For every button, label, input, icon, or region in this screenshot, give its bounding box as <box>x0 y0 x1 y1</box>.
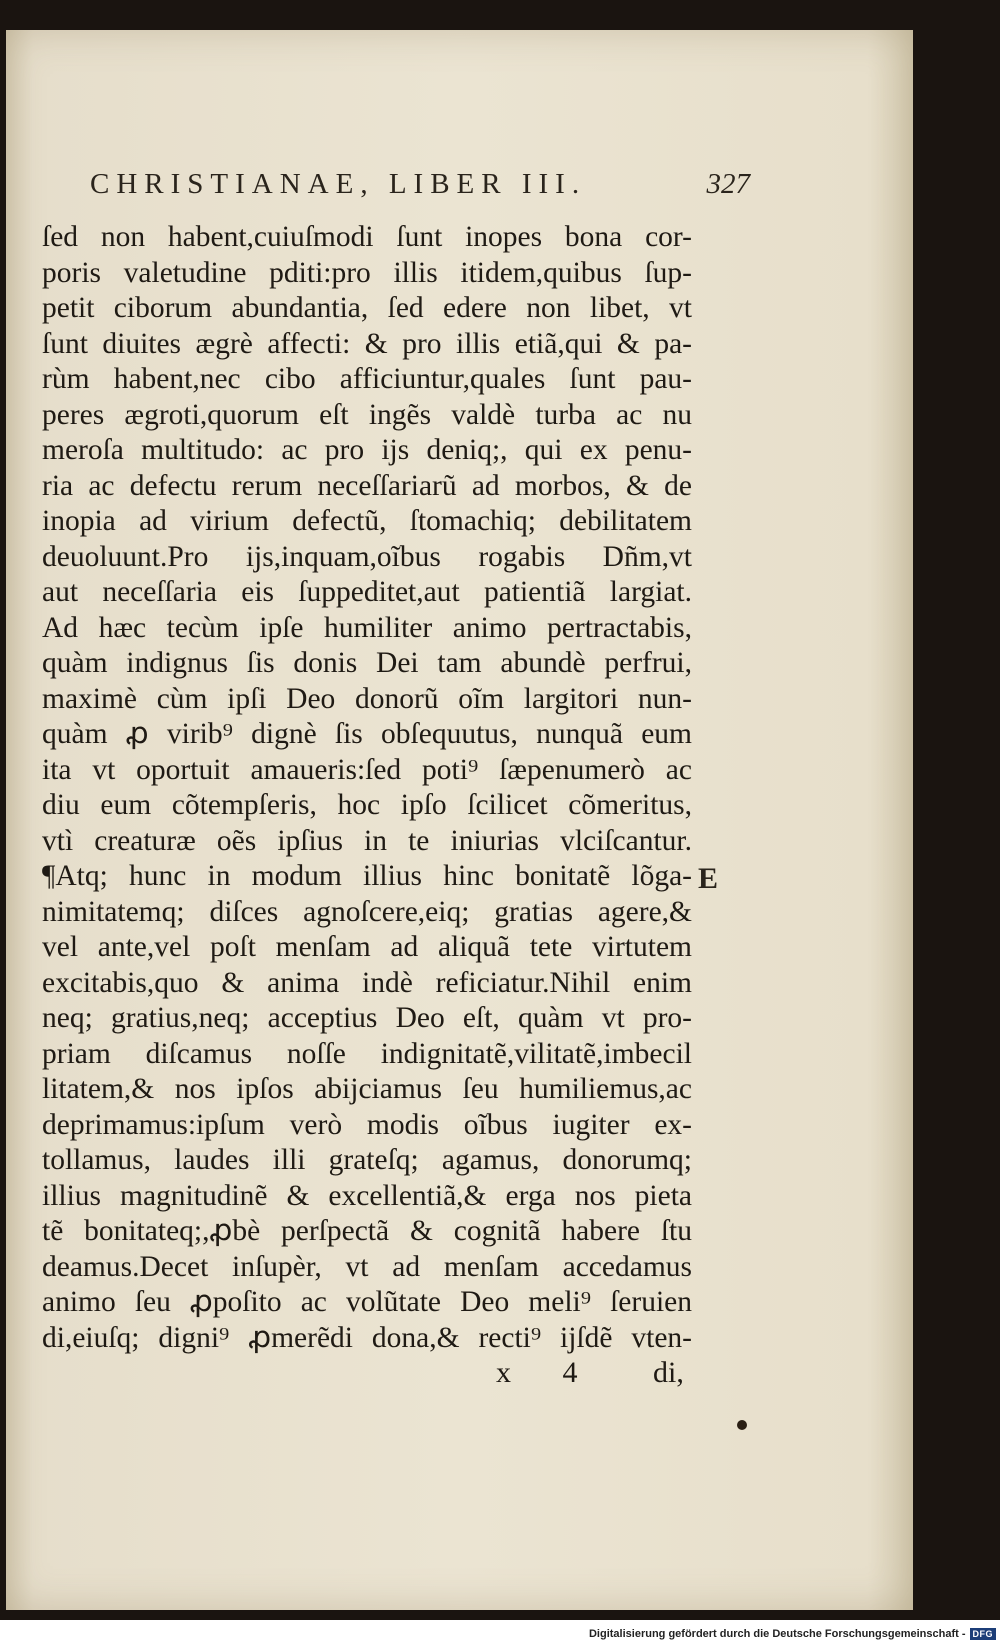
text-line: illius magnitudinẽ & excellentiã,& erga nos pieta <box>42 1179 692 1212</box>
text-line: ſunt diuites ægrè affecti: & pro illis etiã,qui & pa- <box>42 327 692 360</box>
text-line: peres ægroti,quorum eſt ingẽs valdè turba ac nu <box>42 398 692 431</box>
text-line: rùm habent,nec cibo afficiuntur,quales ſunt pau- <box>42 363 692 395</box>
text-line: ¶Atq; hunc in modum illius hinc bonitatẽ lõga- <box>42 860 692 892</box>
running-head <box>90 168 750 208</box>
margin-section-letter: E <box>698 862 719 895</box>
text-line: quàm ꝓ virib⁹ dignè ſis obſequutus, nunquã eum <box>42 718 692 750</box>
text-line: litatem,& nos ipſos abijciamus ſeu humiliemus,ac <box>42 1073 692 1105</box>
text-line: ita vt oportuit amaueris:ſed poti⁹ ſæpenumerò ac <box>42 753 692 786</box>
text-line: tẽ bonitateq;,ꝓbè perſpectã & cognitã habere ſtu <box>42 1215 692 1247</box>
text-line: inopia ad virium defectũ, ſtomachiq; debilitatem <box>42 505 692 537</box>
dfg-logo: DFG <box>970 1628 997 1640</box>
text-line: vtì creaturæ oẽs ipſius in te iniurias vlciſcantur. <box>42 824 692 857</box>
catchword: di, <box>653 1356 684 1389</box>
text-line: deuoluunt.Pro ijs,inquam,oĩbus rogabis Dñm,vt <box>42 540 692 573</box>
text-line: petit ciborum abundantia, ſed edere non libet, vt <box>42 292 692 324</box>
text-line: nimitatemq; diſces agnoſcere,eiq; gratias agere,& <box>42 895 692 928</box>
book-page <box>6 30 913 1610</box>
text-line: diu eum cõtempſeris, hoc ipſo ſcilicet cõmeritus, <box>42 789 692 821</box>
text-line: meroſa multitudo: ac pro ijs deniq;, qui ex penu- <box>42 434 692 466</box>
text-line: neq; gratius,neq; acceptius Deo eſt, quàm vt pro- <box>42 1002 692 1034</box>
text-line: poris valetudine pditi:pro illis itidem,quibus ſup- <box>42 256 692 289</box>
text-line: di,eiuſq; digni⁹ ꝓmerẽdi dona,& recti⁹ ijſdẽ vten- <box>42 1321 692 1354</box>
text-line: quàm indignus ſis donis Dei tam abundè perfrui, <box>42 647 692 679</box>
body-text <box>42 220 692 1356</box>
page-number: 327 <box>706 168 750 200</box>
text-line: aut neceſſaria eis ſuppeditet,aut patientiã largiat. <box>42 576 692 608</box>
text-line: vel ante,vel poſt menſam ad aliquã tete virtutem <box>42 931 692 963</box>
text-line: deprimamus:ipſum verò modis oĩbus iugiter ex- <box>42 1108 692 1141</box>
credit-text: Digitalisierung gefördert durch die Deutsche Forschungsgemeinschaft - <box>588 1628 966 1640</box>
digitization-credit <box>589 1628 996 1640</box>
text-line: deamus.Decet inſupèr, vt ad menſam accedamus <box>42 1250 692 1283</box>
text-line: priam diſcamus noſſe indignitatẽ,vilitatẽ,imbecil <box>42 1037 692 1070</box>
ink-spot <box>737 1420 747 1430</box>
text-line: Ad hæc tecùm ipſe humiliter animo pertractabis, <box>42 611 692 644</box>
text-line: excitabis,quo & anima indè reficiatur.Nihil enim <box>42 966 692 999</box>
text-line: maximè cùm ipſi Deo donorũ oĩm largitori nun- <box>42 682 692 715</box>
text-line: ria ac defectu rerum neceſſariarũ ad morbos, & de <box>42 469 692 502</box>
signature-mark: x 4 <box>496 1356 600 1389</box>
running-title: CHRISTIANAE, LIBER III. <box>90 168 587 200</box>
text-line: tollamus, laudes illi grateſq; agamus, donorumq; <box>42 1144 692 1176</box>
text-line: animo ſeu ꝓpoſito ac volũtate Deo meli⁹ ſeruien <box>42 1286 692 1318</box>
text-line: ſed non habent,cuiuſmodi ſunt inopes bona cor- <box>42 221 692 253</box>
